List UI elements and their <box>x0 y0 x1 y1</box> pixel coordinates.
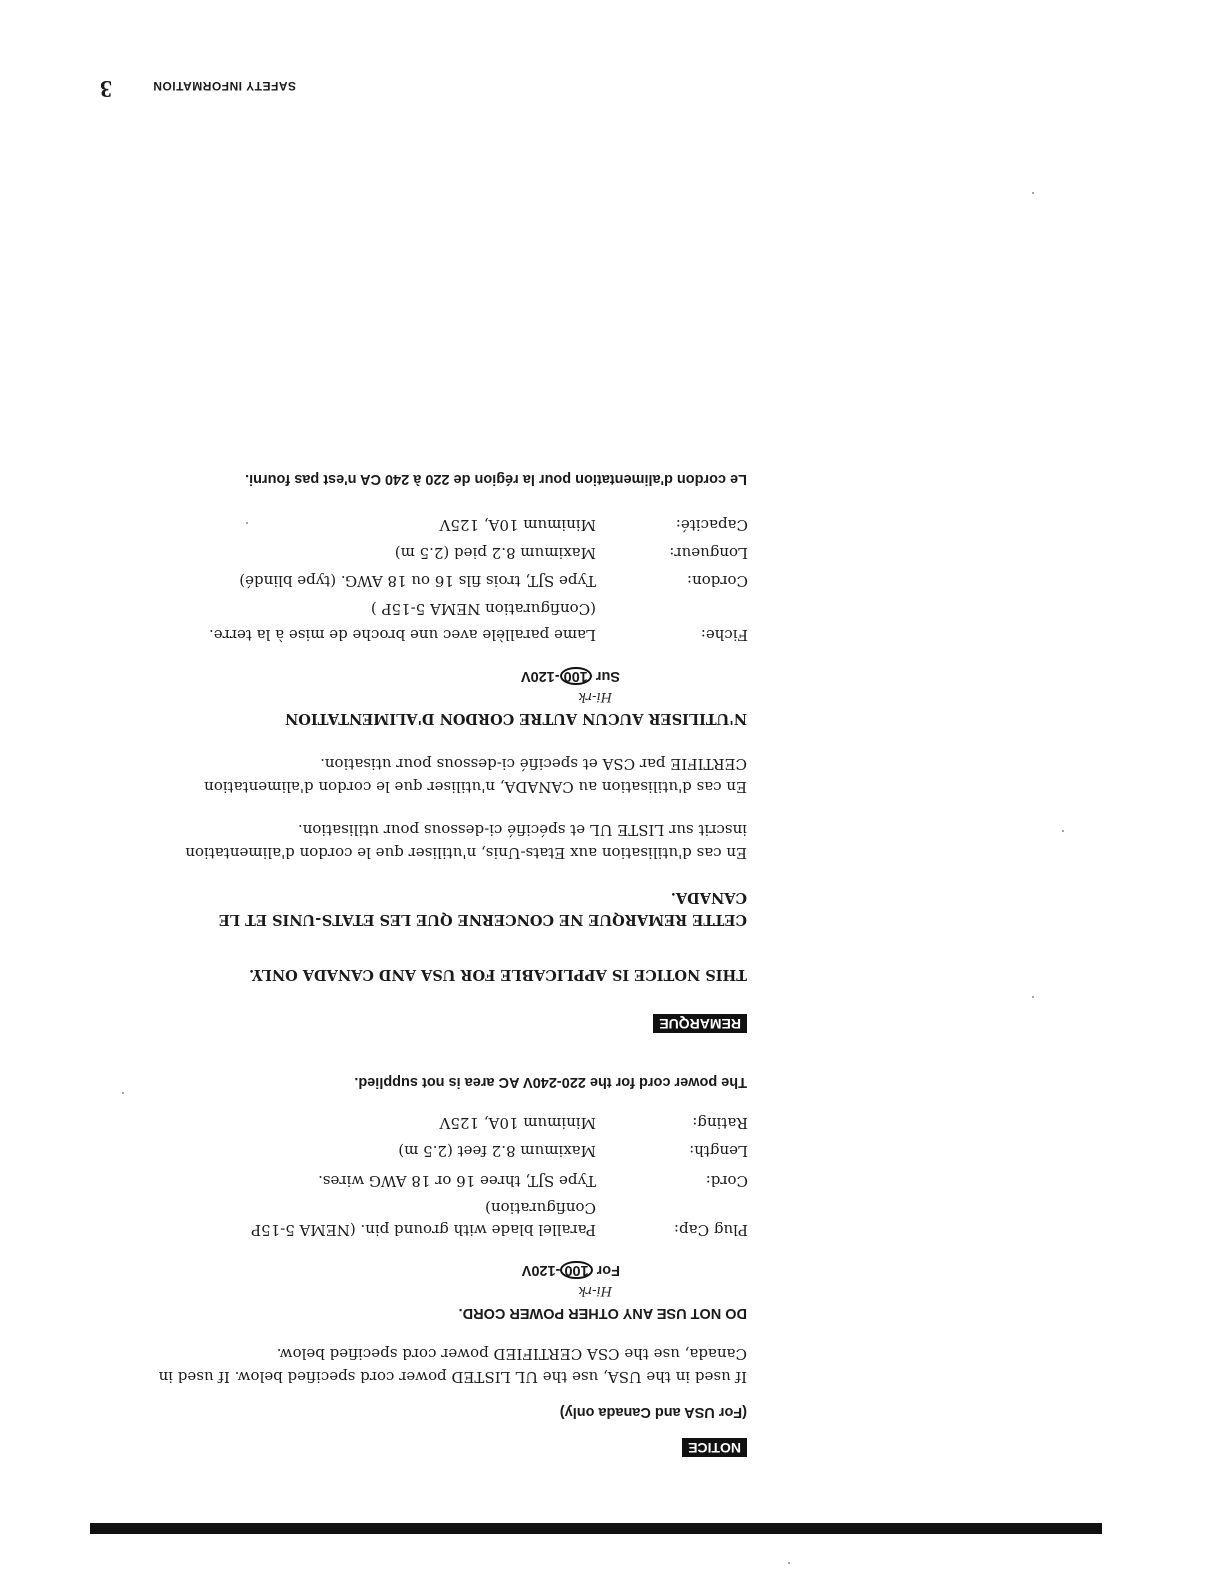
handwritten-note: Hi-rk <box>578 689 612 704</box>
fr-canada-line-2: CERTIFIE par CSA et specifié ci-dessous pour utisation. <box>320 755 747 773</box>
fr-usa-line-2: inscrit sur LISTE UL et spécifié ci-dessous pour utilisation. <box>297 821 747 839</box>
remarque-badge: REMARQUE <box>653 1014 747 1033</box>
intro-line-2: Canada, use the CSA CERTIFIED power cord specified below. <box>276 1345 747 1363</box>
scan-speck <box>1032 996 1034 998</box>
fr-canada-line-1: En cas d'utilisation au CANADA, n'utiliser que le cordon d'alimentation <box>204 778 747 796</box>
spec-value: Type SJT, trois fils 16 ou 18 AWG. (type blindé) <box>239 572 596 590</box>
spec-value: Maximum 8.2 feet (2.5 m) <box>398 1142 596 1160</box>
spec-label: Cord: <box>705 1172 748 1190</box>
scan-speck <box>122 1092 124 1094</box>
spec-label: Plug Cap: <box>674 1221 748 1239</box>
voltage-suffix: -120V <box>520 668 560 684</box>
intro-line-1: If used in the USA, use the UL LISTED power cord specified below. If used in <box>158 1368 747 1386</box>
spec-value: Type SJT, three 16 or 18 AWG wires. <box>318 1172 596 1190</box>
page-number: 3 <box>100 75 112 101</box>
spec-value: Parallel blade with ground pin. (NEMA 5-15P <box>251 1221 596 1239</box>
notice-badge: NOTICE <box>682 1438 747 1457</box>
spec-value: Minimum 10A, 125V <box>439 516 596 534</box>
fr-concerne-line-1: CETTE REMARQUE NE CONCERNE QUE LES ETATS-UNIS ET LE <box>218 911 747 928</box>
spec-label: Fiche: <box>700 626 748 644</box>
spec-value: Lame parallèle avec une broche de mise à la terre. <box>208 626 596 644</box>
header-rule <box>90 1523 1102 1534</box>
spec-value: Maximum 8.2 pied (2.5 m) <box>394 544 596 562</box>
fr-voltage-line <box>521 667 620 685</box>
section-title: SAFETY INFORMATION <box>152 79 296 93</box>
fr-applicable: THIS NOTICE IS APPLICABLE FOR USA AND CANADA ONLY. <box>249 966 747 983</box>
spec-value-cont: Configuration) <box>485 1199 596 1217</box>
voltage-prefix: For <box>592 1262 620 1278</box>
spec-label: Capacité: <box>675 516 748 534</box>
spec-label: Cordon: <box>686 572 748 590</box>
scan-speck <box>788 1562 790 1564</box>
spec-label: Rating: <box>692 1114 748 1132</box>
usa-canada-scope: (For USA and Canada only) <box>559 1404 747 1420</box>
fr-usa-line-1: En cas d'utilisation aux Etats-Unis, n'utiliser que le cordon d'alimentation <box>185 844 747 862</box>
scan-speck <box>1062 830 1064 832</box>
spec-value-cont: (Configuration NEMA 5-15P ) <box>370 600 596 618</box>
en-voltage-line <box>522 1261 620 1279</box>
en-not-supplied: The power cord for the 220-240V AC area is not supplied. <box>354 1074 747 1090</box>
spec-label: Length: <box>689 1142 748 1160</box>
voltage-suffix: -120V <box>521 1262 561 1278</box>
circled-voltage: 100 <box>560 667 592 685</box>
fr-concerne-line-2: CANADA. <box>670 889 747 906</box>
scan-speck <box>1032 192 1034 194</box>
fr-not-supplied: Le cordon d'alimentation pour la région de 220 à 240 CA n'est pas fourni. <box>245 471 747 487</box>
fr-warning: N'UTILISER AUCUN AUTRE CORDON D'ALIMENTATION <box>285 710 747 727</box>
en-warning: DO NOT USE ANY OTHER POWER CORD. <box>458 1305 747 1321</box>
scan-speck <box>246 522 248 524</box>
circled-voltage: 100 <box>560 1261 592 1279</box>
voltage-prefix: Sur <box>591 668 620 684</box>
handwritten-note: Hi-rk <box>578 1283 612 1298</box>
spec-value: Minimum 10A, 125V <box>439 1114 596 1132</box>
spec-label: Longueur: <box>669 544 748 562</box>
